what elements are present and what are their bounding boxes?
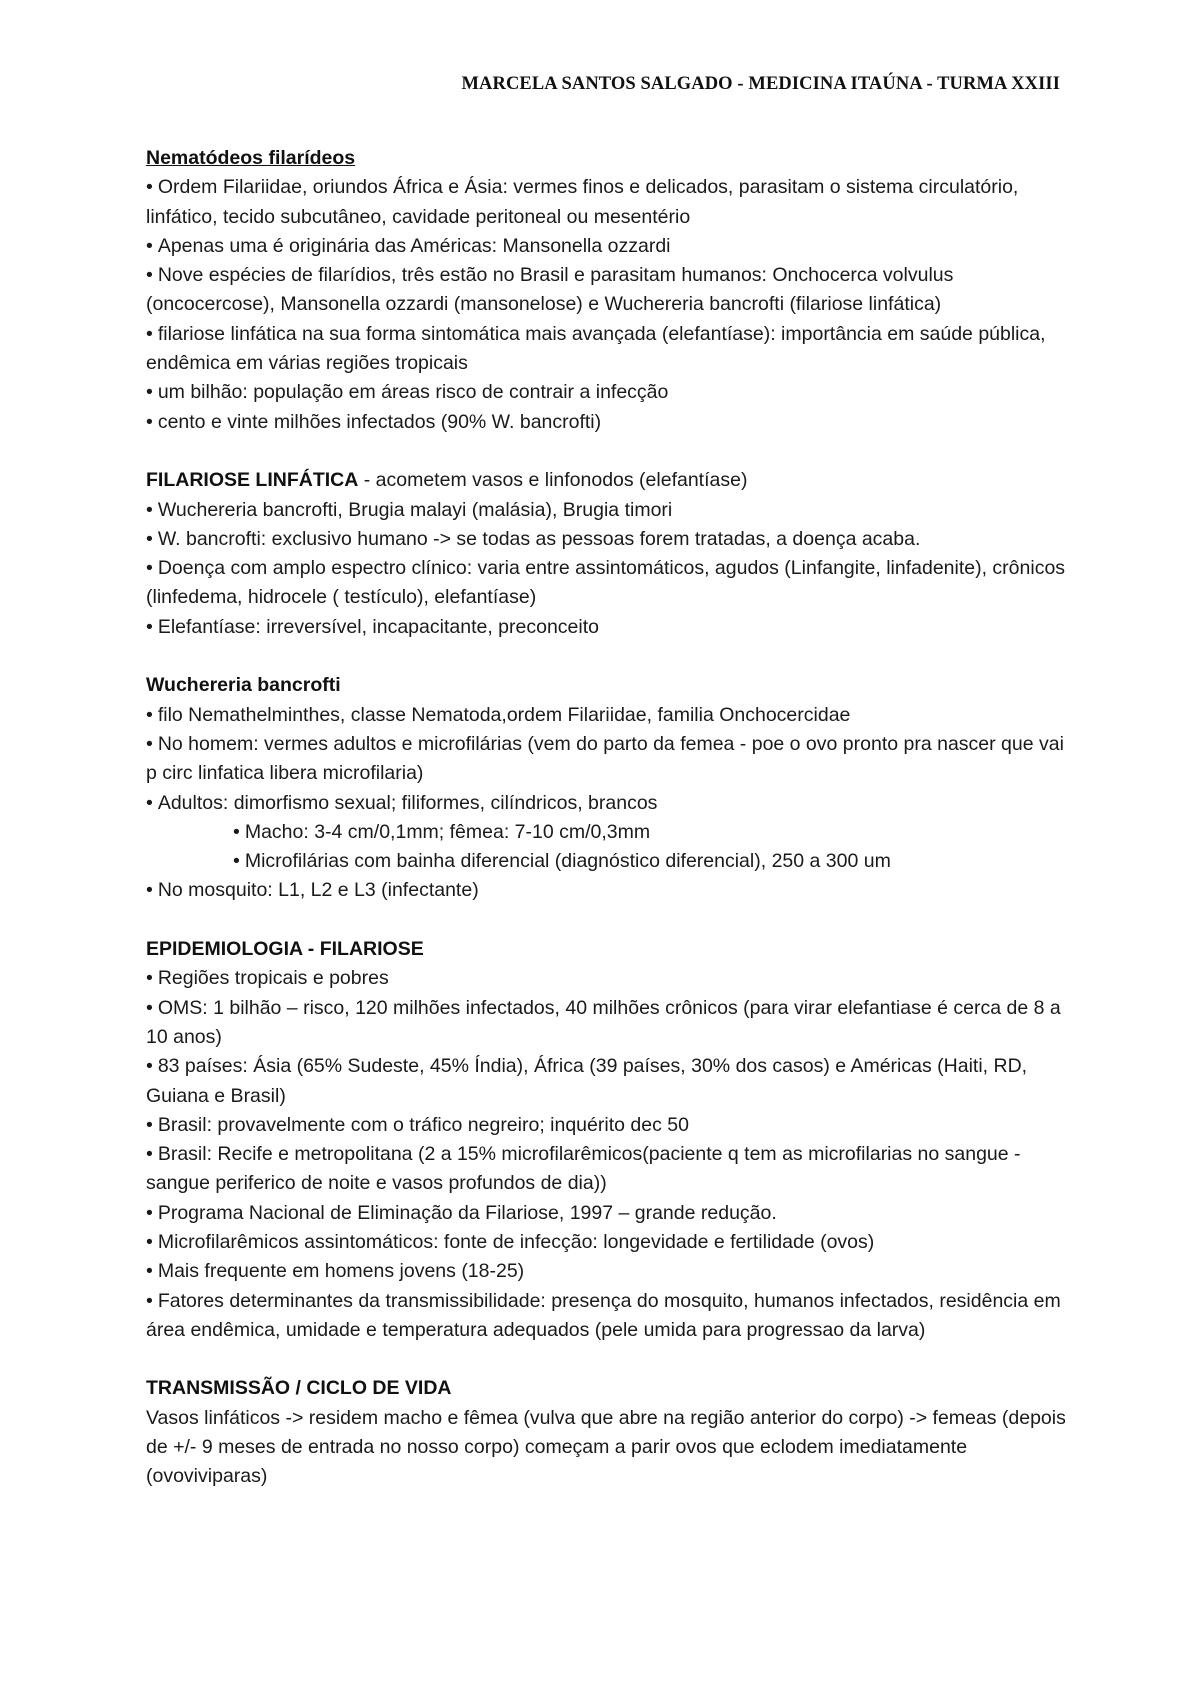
bullet-icon: • (146, 410, 153, 433)
bullet-icon: • (146, 527, 153, 550)
bullet-item (146, 1111, 1076, 1140)
item-text: Adultos: dimorfismo sexual; filiformes, cilíndricos, brancos (157, 791, 658, 814)
bullet-item (146, 1140, 1076, 1199)
bullet-icon: • (146, 703, 153, 726)
bullet-icon: • (233, 820, 240, 843)
bullet-icon: • (146, 381, 153, 404)
item-text: Regiões tropicais e pobres (157, 967, 389, 990)
item-text: Brasil: provavelmente com o tráfico negreiro; inquérito dec 50 (157, 1113, 689, 1136)
bullet-icon: • (146, 1055, 153, 1078)
bullet-item (146, 876, 1076, 905)
section (146, 466, 1076, 642)
bullet-item (146, 994, 1076, 1053)
section (146, 1374, 1076, 1491)
bullet-icon: • (146, 879, 153, 902)
section-heading-line (146, 935, 1076, 964)
bullet-icon: • (146, 234, 153, 257)
item-text: Brasil: Recife e metropolitana (2 a 15% microfilarêmicos(paciente q tem as microfilarias no sangue - sangue periferico de noite e vasos profundos de dia)) (146, 1143, 1021, 1195)
page-header: MARCELA SANTOS SALGADO - MEDICINA ITAÚNA - TURMA XXIII (461, 74, 1060, 94)
bullet-item (146, 847, 1076, 876)
bullet-item (146, 525, 1076, 554)
section-title: Wuchereria bancrofti (146, 674, 341, 697)
item-text: OMS: 1 bilhão – risco, 120 milhões infectados, 40 milhões crônicos (para virar elefantiase é cerca de 8 a 10 anos) (146, 996, 1061, 1048)
bullet-icon: • (146, 791, 153, 814)
bullet-item (146, 1228, 1076, 1257)
bullet-item (146, 1052, 1076, 1111)
bullet-icon: • (146, 732, 153, 755)
bullet-icon: • (146, 615, 153, 638)
item-text: Fatores determinantes da transmissibilidade: presença do mosquito, humanos infectados, residência em área endêmica, umidade e temperatura adequados (pele umida para progressao da larva) (146, 1289, 1061, 1341)
bullet-icon: • (146, 322, 153, 345)
bullet-icon: • (146, 1289, 153, 1312)
bullet-item (146, 496, 1076, 525)
bullet-icon: • (146, 1230, 153, 1253)
item-text: Apenas uma é originária das Américas: Mansonella ozzardi (157, 234, 671, 257)
bullet-item (146, 613, 1076, 642)
document-content (146, 144, 1076, 1492)
section-title: FILARIOSE LINFÁTICA (146, 469, 359, 492)
bullet-item (146, 554, 1076, 613)
bullet-item (146, 1257, 1076, 1286)
section-title: EPIDEMIOLOGIA - FILARIOSE (146, 938, 424, 961)
bullet-item (146, 701, 1076, 730)
item-text: 83 países: Ásia (65% Sudeste, 45% Índia), África (39 países, 30% dos casos) e Américas (Haiti, RD, Guiana e Brasil) (146, 1055, 1028, 1107)
bullet-item (146, 320, 1076, 379)
bullet-icon: • (146, 996, 153, 1019)
item-text: Elefantíase: irreversível, incapacitante, preconceito (157, 615, 599, 638)
bullet-icon: • (146, 1143, 153, 1166)
bullet-item (146, 730, 1076, 789)
bullet-icon: • (146, 557, 153, 580)
item-text: Macho: 3-4 cm/0,1mm; fêmea: 7-10 cm/0,3mm (244, 820, 651, 843)
bullet-item (146, 1199, 1076, 1228)
item-text: Vasos linfáticos -> residem macho e fêmea (vulva que abre na região anterior do corpo) -> femeas (depois de +/- 9 meses de entrada no nosso corpo) começam a parir ovos que eclodem imediatamente (ovoviviparas) (146, 1406, 1066, 1488)
bullet-item (146, 261, 1076, 320)
section (146, 935, 1076, 1345)
bullet-item (146, 818, 1076, 847)
item-text: Doença com amplo espectro clínico: varia entre assintomáticos, agudos (Linfangite, linfadenite), crônicos (linfedema, hidrocele ( testículo), elefantíase) (146, 557, 1066, 609)
bullet-icon: • (146, 1260, 153, 1283)
section-title: Nematódeos filarídeos (146, 147, 356, 169)
bullet-icon: • (146, 176, 153, 199)
item-text: Programa Nacional de Eliminação da Filariose, 1997 – grande redução. (157, 1201, 777, 1224)
item-text: No mosquito: L1, L2 e L3 (infectante) (157, 879, 479, 902)
bullet-icon: • (146, 1113, 153, 1136)
item-text: Nove espécies de filarídios, três estão no Brasil e parasitam humanos: Onchocerca volvulus (oncocercose), Mansonella ozzardi (mansonelose) e Wuchereria bancrofti (filariose linfática) (146, 264, 954, 316)
bullet-icon: • (146, 1201, 153, 1224)
bullet-item (146, 1287, 1076, 1346)
bullet-item (146, 789, 1076, 818)
item-text: Ordem Filariidae, oriundos África e Ásia: vermes finos e delicados, parasitam o sistema circulatório, linfático, tecido subcutâneo, cavidade peritoneal ou mesentério (146, 176, 1019, 228)
item-text: cento e vinte milhões infectados (90% W. bancrofti) (157, 410, 602, 433)
bullet-item (146, 964, 1076, 993)
section-heading-line (146, 144, 1076, 173)
item-text: Microfilarêmicos assintomáticos: fonte de infecção: longevidade e fertilidade (ovos) (157, 1230, 875, 1253)
section-heading-line (146, 1374, 1076, 1403)
section (146, 671, 1076, 905)
section-title-suffix: - acometem vasos e linfonodos (elefantíase) (358, 469, 748, 492)
bullet-icon: • (233, 850, 240, 873)
section (146, 144, 1076, 437)
item-text: filariose linfática na sua forma sintomática mais avançada (elefantíase): importância em saúde pública, endêmica em várias regiões tropicais (146, 322, 1046, 375)
section-title: TRANSMISSÃO / CICLO DE VIDA (146, 1377, 452, 1400)
bullet-icon: • (146, 967, 153, 990)
bullet-item (146, 378, 1076, 407)
item-text: W. bancrofti: exclusivo humano -> se todas as pessoas forem tratadas, a doença acaba. (157, 527, 921, 550)
item-text: filo Nemathelminthes, classe Nematoda,ordem Filariidae, familia Onchocercidae (157, 703, 851, 726)
item-text: No homem: vermes adultos e microfilárias (vem do parto da femea - poe o ovo pronto pra nascer que vai p circ linfatica libera microfilaria) (146, 732, 1064, 785)
section-heading-line (146, 466, 1076, 495)
item-text: Microfilárias com bainha diferencial (diagnóstico diferencial), 250 a 300 um (244, 850, 891, 873)
bullet-item (146, 173, 1076, 232)
paragraph (146, 1404, 1076, 1492)
item-text: Wuchereria bancrofti, Brugia malayi (malásia), Brugia timori (157, 498, 673, 521)
item-text: Mais frequente em homens jovens (18-25) (157, 1260, 525, 1283)
bullet-icon: • (146, 498, 153, 521)
bullet-icon: • (146, 264, 153, 287)
bullet-item (146, 408, 1076, 437)
item-text: um bilhão: população em áreas risco de contrair a infecção (157, 381, 669, 404)
section-heading-line (146, 671, 1076, 700)
bullet-item (146, 232, 1076, 261)
